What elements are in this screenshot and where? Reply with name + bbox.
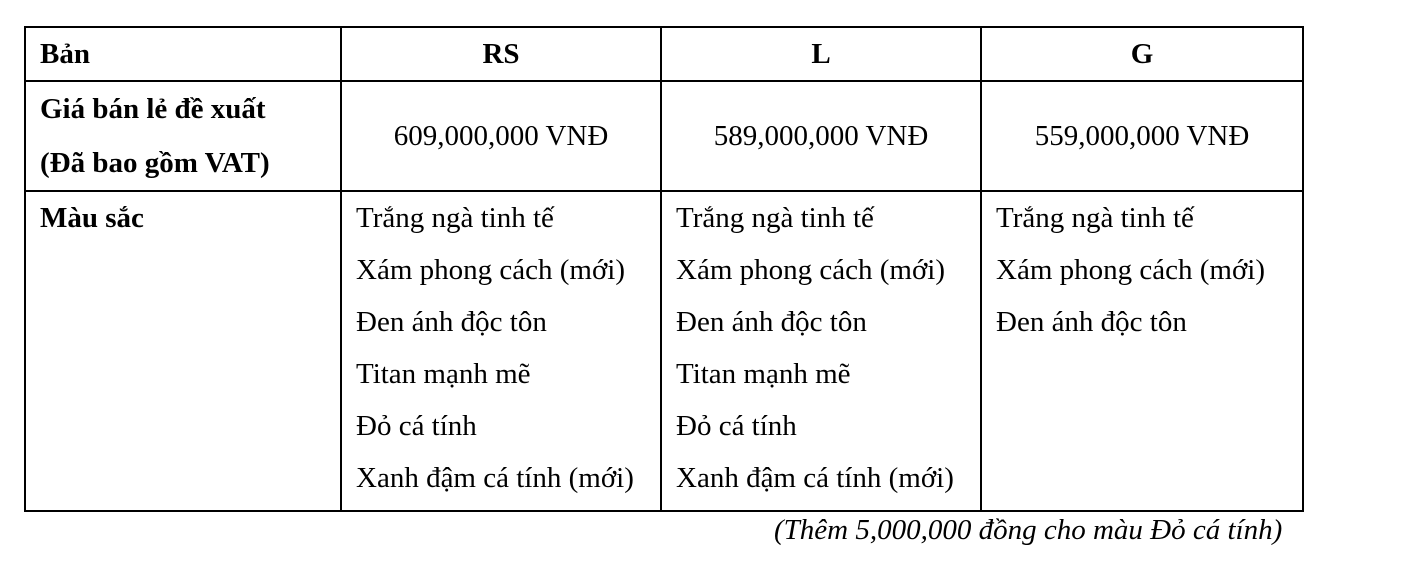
color-l-6: Xanh đậm cá tính (mới) [676, 462, 954, 494]
header-variant-rs: RS [341, 27, 661, 81]
color-row [25, 191, 1303, 511]
price-rs: 609,000,000 VNĐ [341, 81, 661, 191]
header-variant-g: G [981, 27, 1303, 81]
color-l-5: Đỏ cá tính [676, 410, 797, 442]
color-l-1: Trắng ngà tinh tế [676, 202, 874, 234]
color-rs-2: Xám phong cách (mới) [356, 254, 626, 286]
color-g-1: Trắng ngà tinh tế [996, 202, 1194, 234]
color-l-4: Titan mạnh mẽ [676, 358, 851, 390]
header-label-cell: Bản [25, 27, 341, 81]
price-label-line2: (Đã bao gồm VAT) [40, 147, 270, 179]
color-label-cell: Màu sắc [25, 191, 341, 511]
color-g-3: Đen ánh độc tôn [996, 306, 1187, 338]
price-label-line1: Giá bán lẻ đề xuất [40, 93, 266, 125]
colors-l-cell [661, 191, 981, 511]
price-row [25, 81, 1303, 191]
header-variant-l: L [661, 27, 981, 81]
color-l-3: Đen ánh độc tôn [676, 306, 867, 338]
color-g-2: Xám phong cách (mới) [996, 254, 1266, 286]
color-rs-6: Xanh đậm cá tính (mới) [356, 462, 634, 494]
price-g: 559,000,000 VNĐ [981, 81, 1303, 191]
colors-rs-cell [341, 191, 661, 511]
red-color-surcharge-note: (Thêm 5,000,000 đồng cho màu Đỏ cá tính) [774, 514, 1283, 546]
colors-g-cell [981, 191, 1303, 511]
header-row [25, 27, 1303, 81]
price-label-cell [25, 81, 341, 191]
color-l-2: Xám phong cách (mới) [676, 254, 946, 286]
color-rs-4: Titan mạnh mẽ [356, 358, 531, 390]
color-rs-1: Trắng ngà tinh tế [356, 202, 554, 234]
color-rs-3: Đen ánh độc tôn [356, 306, 547, 338]
color-rs-5: Đỏ cá tính [356, 410, 477, 442]
price-color-table [24, 26, 1304, 512]
price-l: 589,000,000 VNĐ [661, 81, 981, 191]
